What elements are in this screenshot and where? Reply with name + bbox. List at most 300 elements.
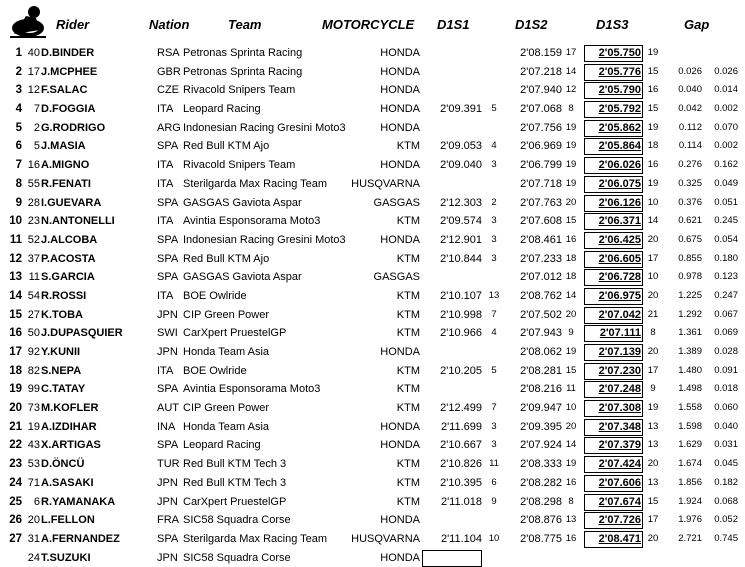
sector3-lap-cell: 21 bbox=[647, 308, 659, 320]
sector2-lap-cell: 10 bbox=[565, 402, 577, 414]
sector3-time-cell: 2'07.111 bbox=[599, 327, 641, 340]
sector3-time-cell: 2'05.790 bbox=[598, 84, 641, 97]
motorcycle-cell: KTM bbox=[396, 140, 420, 153]
motorcycle-cell: KTM bbox=[396, 402, 420, 415]
position-cell: 21 bbox=[9, 420, 22, 433]
sector1-lap-cell: 10 bbox=[488, 532, 500, 544]
sector2-time-cell: 2'09.395 bbox=[520, 420, 562, 433]
gap-previous-cell: 0.247 bbox=[714, 289, 738, 301]
motorcycle-cell: HUSQVARNA bbox=[351, 177, 420, 190]
rider-number-cell: 2 bbox=[33, 121, 40, 134]
sector3-lap-cell: 20 bbox=[647, 346, 659, 357]
nation-cell: FRA bbox=[157, 514, 179, 527]
position-cell: 1 bbox=[15, 47, 22, 59]
nation-cell: ITA bbox=[157, 364, 174, 377]
sector2-time-cell: 2'07.763 bbox=[520, 196, 562, 209]
sector1-time-cell: 2'10.844 bbox=[440, 252, 482, 265]
sector1-lap-cell: 3 bbox=[491, 420, 497, 432]
sector2-time-cell: 2'08.298 bbox=[520, 495, 562, 508]
rider-name-cell: A.FERNANDEZ bbox=[41, 532, 120, 545]
sector3-time-cell: 2'06.728 bbox=[598, 271, 641, 284]
rider-number-cell: 6 bbox=[33, 495, 40, 508]
team-cell: GASGAS Gaviota Aspar bbox=[183, 271, 302, 284]
sector3-time-cell: 2'07.379 bbox=[598, 439, 641, 452]
sector2-lap-cell: 12 bbox=[565, 84, 577, 96]
rider-name-cell: X.ARTIGAS bbox=[41, 439, 101, 452]
gap-cell: 0.325 bbox=[678, 177, 702, 189]
sector1-time-cell: 2'09.574 bbox=[440, 215, 482, 228]
sector3-lap-cell: 19 bbox=[647, 121, 659, 133]
position-cell: 22 bbox=[9, 439, 22, 452]
nation-cell: INA bbox=[157, 420, 176, 433]
team-cell: CarXpert PruestelGP bbox=[183, 495, 287, 508]
gap-cell: 1.292 bbox=[678, 308, 702, 320]
table-row bbox=[0, 287, 745, 306]
motorcycle-cell: KTM bbox=[396, 215, 420, 228]
sector3-lap-cell: 15 bbox=[647, 495, 659, 507]
sector3-time-box bbox=[584, 82, 643, 99]
sector3-time-box bbox=[584, 288, 643, 305]
sector3-time-box bbox=[584, 531, 643, 548]
sector3-time-cell: 2'06.605 bbox=[598, 252, 641, 265]
sector3-time-box bbox=[584, 213, 643, 230]
gap-cell: 1.558 bbox=[678, 402, 702, 414]
table-row bbox=[0, 137, 745, 156]
sector2-lap-cell: 20 bbox=[565, 196, 577, 208]
motorcycle-cell: HONDA bbox=[380, 47, 420, 59]
rider-number-cell: 28 bbox=[27, 196, 40, 209]
gap-cell: 1.856 bbox=[678, 476, 702, 488]
gap-previous-cell: 0.051 bbox=[714, 196, 738, 208]
rider-name-cell: J.DUPASQUIER bbox=[41, 327, 123, 340]
sector2-lap-cell: 14 bbox=[565, 439, 577, 451]
rider-name-cell: S.NEPA bbox=[41, 364, 82, 377]
team-cell: Honda Team Asia bbox=[183, 420, 270, 433]
sector1-lap-cell: 3 bbox=[491, 439, 497, 451]
gap-previous-cell: 0.014 bbox=[714, 84, 738, 96]
sector3-time-cell: 2'05.864 bbox=[598, 140, 641, 153]
gap-cell: 1.225 bbox=[678, 289, 702, 301]
rider-name-cell: M.KOFLER bbox=[41, 402, 99, 415]
rider-name-cell: L.FELLON bbox=[41, 514, 95, 527]
team-cell: Rivacold Snipers Team bbox=[183, 84, 296, 97]
team-cell: Red Bull KTM Ajo bbox=[183, 252, 270, 265]
gap-cell: 0.978 bbox=[678, 271, 702, 283]
gap-previous-cell: 0.028 bbox=[714, 346, 738, 357]
position-cell: 15 bbox=[9, 308, 22, 321]
sector2-time-cell: 2'08.333 bbox=[520, 458, 562, 471]
table-row bbox=[0, 455, 745, 474]
sector1-time-cell: 2'12.499 bbox=[440, 402, 482, 415]
sector3-time-box bbox=[584, 64, 643, 81]
nation-cell: ITA bbox=[157, 177, 174, 190]
sector1-lap-cell: 11 bbox=[489, 458, 499, 470]
position-cell: 24 bbox=[9, 476, 22, 489]
gap-cell: 0.112 bbox=[678, 121, 702, 133]
sector3-time-box bbox=[584, 419, 643, 436]
sector3-time-box bbox=[584, 157, 643, 174]
sector3-lap-cell: 20 bbox=[647, 532, 659, 544]
gap-previous-cell: 0.060 bbox=[714, 402, 738, 414]
sector3-time-cell: 2'07.726 bbox=[598, 514, 641, 527]
header-motorcycle: MOTORCYCLE bbox=[322, 17, 415, 32]
sector3-time-cell: 2'07.042 bbox=[598, 308, 641, 321]
gap-cell: 1.674 bbox=[678, 458, 702, 470]
team-cell: Red Bull KTM Tech 3 bbox=[183, 476, 287, 489]
rider-name-cell: D.ÖNCÜ bbox=[41, 458, 85, 471]
position-cell: 13 bbox=[9, 271, 22, 284]
gap-previous-cell: 0.026 bbox=[714, 65, 738, 77]
sector3-time-cell: 2'07.606 bbox=[598, 476, 641, 489]
nation-cell: SPA bbox=[157, 439, 179, 452]
motorcycle-cell: HONDA bbox=[380, 346, 420, 358]
results-table bbox=[0, 44, 745, 567]
sector2-lap-cell: 17 bbox=[565, 47, 577, 58]
sector3-lap-cell: 14 bbox=[647, 215, 659, 227]
motorcycle-cell: HONDA bbox=[380, 233, 420, 246]
table-row bbox=[0, 493, 745, 512]
sector2-lap-cell: 19 bbox=[565, 140, 577, 152]
gap-cell: 0.276 bbox=[678, 159, 702, 171]
rider-number-cell: 24 bbox=[27, 551, 40, 564]
table-row bbox=[0, 63, 745, 82]
position-cell: 5 bbox=[15, 121, 22, 134]
table-row bbox=[0, 418, 745, 437]
sector3-time-cell: 2'06.075 bbox=[598, 177, 641, 190]
gap-previous-cell: 0.045 bbox=[714, 458, 738, 470]
sector3-lap-cell: 10 bbox=[647, 196, 659, 208]
sector2-lap-cell: 19 bbox=[565, 177, 577, 189]
sector3-lap-cell: 13 bbox=[647, 439, 659, 451]
rider-name-cell: A.MIGNO bbox=[41, 159, 90, 172]
motorcycle-cell: KTM bbox=[396, 327, 420, 340]
sector2-time-cell: 2'08.281 bbox=[520, 364, 562, 377]
sector2-lap-cell: 16 bbox=[565, 532, 577, 544]
rider-name-cell: I.GUEVARA bbox=[41, 196, 102, 209]
position-cell: 2 bbox=[15, 65, 22, 78]
rider-number-cell: 50 bbox=[27, 327, 40, 340]
sector3-time-cell: 2'07.348 bbox=[598, 420, 641, 433]
motorcycle-cell: HONDA bbox=[380, 514, 420, 527]
gap-previous-cell: 0.069 bbox=[714, 327, 738, 339]
sector2-time-cell: 2'06.799 bbox=[520, 159, 562, 172]
gap-cell: 1.361 bbox=[678, 327, 702, 339]
gap-previous-cell: 0.031 bbox=[714, 439, 738, 451]
table-row bbox=[0, 44, 745, 63]
rider-name-cell: Y.KUNII bbox=[41, 346, 81, 358]
team-cell: Avintia Esponsorama Moto3 bbox=[183, 215, 321, 228]
motorcycle-cell: GASGAS bbox=[373, 196, 420, 209]
sector2-lap-cell: 11 bbox=[566, 383, 576, 395]
team-cell: Red Bull KTM Tech 3 bbox=[183, 458, 287, 471]
sector3-lap-cell: 19 bbox=[647, 177, 659, 189]
gap-previous-cell: 0.745 bbox=[714, 532, 738, 544]
rider-number-cell: 71 bbox=[27, 476, 40, 489]
sector3-time-box bbox=[584, 494, 643, 511]
rider-number-cell: 52 bbox=[27, 233, 40, 246]
sector2-lap-cell: 16 bbox=[565, 476, 577, 488]
sector3-lap-cell: 13 bbox=[647, 420, 659, 432]
sector2-lap-cell: 16 bbox=[565, 233, 577, 245]
table-row bbox=[0, 343, 745, 362]
sector1-lap-cell: 7 bbox=[491, 402, 497, 414]
motorcycle-cell: KTM bbox=[396, 252, 420, 265]
nation-cell: ARG bbox=[157, 121, 181, 134]
sector3-time-cell: 2'07.248 bbox=[598, 383, 641, 396]
gap-cell: 1.480 bbox=[678, 364, 702, 376]
team-cell: CIP Green Power bbox=[183, 402, 270, 415]
sector2-time-cell: 2'07.012 bbox=[520, 271, 562, 284]
rider-number-cell: 40 bbox=[27, 47, 40, 59]
sector3-time-box bbox=[584, 344, 643, 361]
rider-number-cell: 19 bbox=[27, 420, 40, 433]
sector2-lap-cell: 15 bbox=[565, 364, 577, 376]
sector3-lap-cell: 20 bbox=[647, 233, 659, 245]
table-row bbox=[0, 549, 745, 567]
position-cell: 26 bbox=[9, 514, 22, 527]
table-row bbox=[0, 380, 745, 399]
rider-number-cell: 55 bbox=[27, 177, 40, 190]
rider-number-cell: 11 bbox=[28, 271, 40, 284]
sector1-time-cell: 2'12.303 bbox=[440, 196, 482, 209]
position-cell: 18 bbox=[9, 364, 22, 377]
table-row bbox=[0, 100, 745, 119]
sector3-time-cell: 2'07.674 bbox=[598, 495, 641, 508]
table-row bbox=[0, 250, 745, 269]
sector2-lap-cell: 18 bbox=[565, 271, 577, 283]
team-cell: Red Bull KTM Ajo bbox=[183, 140, 270, 153]
nation-cell: SPA bbox=[157, 196, 179, 209]
table-row bbox=[0, 306, 745, 325]
sector2-time-cell: 2'07.068 bbox=[520, 103, 562, 116]
nation-cell: SPA bbox=[157, 383, 179, 396]
gap-previous-cell: 0.068 bbox=[714, 495, 738, 507]
sector2-time-cell: 2'07.608 bbox=[520, 215, 562, 228]
position-cell: 17 bbox=[9, 346, 22, 358]
rider-name-cell: A.IZDIHAR bbox=[41, 420, 97, 433]
sector3-lap-cell: 17 bbox=[647, 364, 659, 376]
sector3-time-box bbox=[584, 195, 643, 212]
team-cell: BOE Owlride bbox=[183, 364, 247, 377]
position-cell: 4 bbox=[15, 103, 22, 116]
sector3-time-cell: 2'06.126 bbox=[598, 196, 641, 209]
table-row bbox=[0, 156, 745, 175]
sector3-time-box bbox=[584, 138, 643, 155]
sector2-lap-cell: 19 bbox=[565, 458, 577, 470]
sector1-time-cell: 2'10.107 bbox=[440, 289, 482, 302]
nation-cell: JPN bbox=[157, 308, 178, 321]
gap-cell: 1.389 bbox=[678, 346, 702, 357]
nation-cell: SPA bbox=[157, 252, 179, 265]
nation-cell: SPA bbox=[157, 140, 179, 153]
table-row bbox=[0, 511, 745, 530]
sector2-time-cell: 2'07.718 bbox=[520, 177, 562, 190]
team-cell: Avintia Esponsorama Moto3 bbox=[183, 383, 321, 396]
sector1-lap-cell: 9 bbox=[491, 495, 497, 507]
sector3-time-box bbox=[584, 307, 643, 324]
sector3-lap-cell: 15 bbox=[647, 65, 659, 77]
sector1-time-cell: 2'09.053 bbox=[440, 140, 482, 153]
empty-time-box bbox=[422, 550, 482, 567]
sector3-time-box bbox=[584, 456, 643, 473]
motorcycle-cell: GASGAS bbox=[373, 271, 420, 284]
team-cell: Sterilgarda Max Racing Team bbox=[183, 177, 328, 190]
team-cell: Leopard Racing bbox=[183, 439, 261, 452]
rider-number-cell: 16 bbox=[27, 159, 40, 172]
position-cell: 7 bbox=[15, 159, 22, 172]
position-cell: 12 bbox=[9, 252, 22, 265]
sector3-time-cell: 2'05.776 bbox=[598, 65, 641, 78]
table-row bbox=[0, 268, 745, 287]
sector1-lap-cell: 3 bbox=[491, 215, 497, 227]
position-cell: 8 bbox=[15, 177, 22, 190]
position-cell: 20 bbox=[9, 402, 22, 415]
team-cell: Petronas Sprinta Racing bbox=[183, 47, 303, 59]
sector1-lap-cell: 2 bbox=[491, 196, 497, 208]
rider-number-cell: 12 bbox=[27, 84, 40, 97]
gap-previous-cell: 0.054 bbox=[714, 233, 738, 245]
rider-number-cell: 92 bbox=[27, 346, 40, 358]
sector2-time-cell: 2'07.218 bbox=[520, 65, 562, 78]
sector2-lap-cell: 15 bbox=[565, 215, 577, 227]
sector1-time-cell: 2'12.901 bbox=[440, 233, 482, 246]
sector1-lap-cell: 3 bbox=[491, 252, 497, 264]
rider-name-cell: D.FOGGIA bbox=[41, 103, 96, 116]
sector2-time-cell: 2'07.502 bbox=[520, 308, 562, 321]
sector3-lap-cell: 18 bbox=[647, 140, 659, 152]
rider-name-cell: R.FENATI bbox=[41, 177, 91, 190]
sector3-time-box bbox=[584, 45, 643, 62]
motorcycle-cell: KTM bbox=[396, 364, 420, 377]
sector3-lap-cell: 17 bbox=[647, 514, 659, 526]
sector3-lap-cell: 19 bbox=[647, 47, 659, 58]
sector3-lap-cell: 20 bbox=[647, 289, 659, 301]
sector1-lap-cell: 13 bbox=[488, 289, 500, 301]
table-row bbox=[0, 81, 745, 100]
sector3-lap-cell: 16 bbox=[647, 159, 659, 171]
sector3-lap-cell: 17 bbox=[647, 252, 659, 264]
rider-name-cell: P.ACOSTA bbox=[41, 252, 96, 265]
sector1-lap-cell: 4 bbox=[491, 140, 497, 152]
motorcycle-cell: HONDA bbox=[380, 551, 420, 564]
sector3-time-box bbox=[584, 251, 643, 268]
gap-cell: 0.621 bbox=[678, 215, 702, 227]
motorcycle-cell: KTM bbox=[396, 495, 420, 508]
gap-previous-cell: 0.002 bbox=[714, 103, 738, 115]
sector3-time-box bbox=[584, 325, 643, 342]
sector2-time-cell: 2'08.461 bbox=[520, 233, 562, 246]
table-row bbox=[0, 399, 745, 418]
table-row bbox=[0, 324, 745, 343]
table-row bbox=[0, 530, 745, 549]
sector2-time-cell: 2'08.876 bbox=[520, 514, 562, 527]
nation-cell: SPA bbox=[157, 532, 179, 545]
rider-name-cell: S.GARCIA bbox=[41, 271, 95, 284]
sector3-time-cell: 2'06.371 bbox=[598, 215, 641, 228]
sector2-time-cell: 2'08.062 bbox=[520, 346, 562, 358]
header-d1s1: D1S1 bbox=[437, 17, 470, 32]
sector2-lap-cell: 19 bbox=[565, 121, 577, 133]
sector2-lap-cell: 8 bbox=[568, 495, 574, 507]
sector3-time-box bbox=[584, 363, 643, 380]
sector2-lap-cell: 9 bbox=[568, 327, 574, 339]
gap-previous-cell: 0.182 bbox=[714, 476, 738, 488]
team-cell: SIC58 Squadra Corse bbox=[183, 514, 291, 527]
table-row bbox=[0, 231, 745, 250]
gap-previous-cell: 0.123 bbox=[714, 271, 738, 283]
rider-number-cell: 82 bbox=[27, 364, 40, 377]
team-cell: CIP Green Power bbox=[183, 308, 270, 321]
team-cell: Leopard Racing bbox=[183, 103, 261, 116]
header-d1s2: D1S2 bbox=[515, 17, 548, 32]
sector1-time-cell: 2'11.018 bbox=[440, 495, 482, 508]
nation-cell: GBR bbox=[157, 65, 181, 78]
position-cell: 25 bbox=[9, 495, 22, 508]
nation-cell: SPA bbox=[157, 271, 179, 284]
sector2-lap-cell: 20 bbox=[565, 308, 577, 320]
sector2-time-cell: 2'08.216 bbox=[520, 383, 562, 396]
rider-name-cell: C.TATAY bbox=[41, 383, 86, 396]
team-cell: Petronas Sprinta Racing bbox=[183, 65, 303, 78]
sector3-lap-cell: 10 bbox=[647, 271, 659, 283]
rider-name-cell: F.SALAC bbox=[41, 84, 88, 97]
header-rider: Rider bbox=[56, 17, 90, 32]
rider-number-cell: 7 bbox=[33, 103, 40, 116]
sector1-time-cell: 2'10.966 bbox=[440, 327, 482, 340]
table-row bbox=[0, 175, 745, 194]
sector1-lap-cell: 5 bbox=[491, 103, 497, 115]
nation-cell: RSA bbox=[157, 47, 180, 59]
position-cell: 6 bbox=[15, 140, 22, 153]
table-row bbox=[0, 436, 745, 455]
sector3-time-cell: 2'05.792 bbox=[598, 103, 641, 116]
sector2-lap-cell: 19 bbox=[565, 159, 577, 171]
sector1-lap-cell: 4 bbox=[491, 327, 497, 339]
gap-cell: 0.040 bbox=[678, 84, 702, 96]
team-cell: Indonesian Racing Gresini Moto3 bbox=[183, 233, 346, 246]
sector2-time-cell: 2'07.943 bbox=[520, 327, 562, 340]
gap-previous-cell: 0.002 bbox=[714, 140, 738, 152]
team-cell: Indonesian Racing Gresini Moto3 bbox=[183, 121, 346, 134]
sector1-time-cell: 2'10.667 bbox=[440, 439, 482, 452]
motorcycle-cell: KTM bbox=[396, 476, 420, 489]
nation-cell: AUT bbox=[157, 402, 179, 415]
gap-previous-cell: 0.162 bbox=[714, 159, 738, 171]
sector2-time-cell: 2'07.924 bbox=[520, 439, 562, 452]
gap-previous-cell: 0.091 bbox=[714, 364, 738, 376]
sector1-lap-cell: 6 bbox=[491, 476, 497, 488]
gap-cell: 1.924 bbox=[678, 495, 702, 507]
rider-name-cell: J.MASIA bbox=[41, 140, 86, 153]
motorcycle-cell: HONDA bbox=[380, 439, 420, 452]
table-row bbox=[0, 362, 745, 381]
gap-cell: 1.498 bbox=[678, 383, 702, 395]
rider-number-cell: 31 bbox=[27, 532, 40, 545]
sector3-time-box bbox=[584, 232, 643, 249]
sector2-time-cell: 2'07.233 bbox=[520, 252, 562, 265]
nation-cell: ITA bbox=[157, 159, 174, 172]
sector2-lap-cell: 20 bbox=[565, 420, 577, 432]
motorcycle-cell: KTM bbox=[396, 289, 420, 302]
sector1-time-cell: 2'10.395 bbox=[440, 476, 482, 489]
rider-number-cell: 17 bbox=[27, 65, 40, 78]
nation-cell: TUR bbox=[157, 458, 180, 471]
sector3-lap-cell: 20 bbox=[647, 458, 659, 470]
position-cell: 19 bbox=[9, 383, 22, 396]
sector1-time-cell: 2'11.104 bbox=[440, 532, 482, 545]
rider-number-cell: 37 bbox=[27, 252, 40, 265]
sector3-time-cell: 2'07.424 bbox=[598, 458, 641, 471]
